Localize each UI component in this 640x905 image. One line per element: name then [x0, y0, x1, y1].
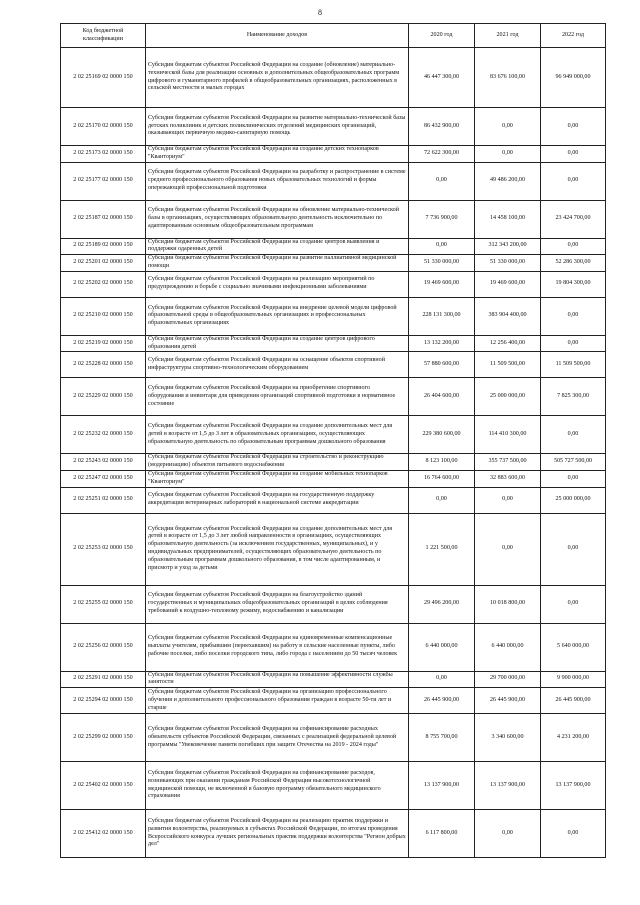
row-value-2022: 9 900 000,00	[541, 671, 606, 688]
row-value-2020: 0,00	[409, 487, 475, 513]
row-value-2022: 505 727 500,00	[541, 454, 606, 471]
row-value-2021: 83 676 100,00	[475, 48, 541, 108]
header-2020: 2020 год	[409, 24, 475, 48]
row-value-2022: 23 424 700,00	[541, 200, 606, 238]
row-code: 2 02 25229 02 0000 150	[61, 378, 146, 416]
row-code: 2 02 25299 02 0000 150	[61, 714, 146, 762]
row-code: 2 02 25253 02 0000 150	[61, 513, 146, 585]
row-code: 2 02 25291 02 0000 150	[61, 671, 146, 688]
table-row	[61, 146, 606, 163]
row-value-2020: 13 132 200,00	[409, 335, 475, 352]
row-code: 2 02 25177 02 0000 150	[61, 162, 146, 200]
row-value-2021: 6 440 000,00	[475, 623, 541, 671]
row-name: Субсидии бюджетам субъектов Российской Федерации на софинансирование расходных обязательств субъектов Российской Федерации, связанных с реализацией федеральной целевой программы "Увековечение памяти погибших при защите Отечества на 2019 - 2024 годы"	[146, 714, 409, 762]
row-name: Субсидии бюджетам субъектов Российской Федерации на разработку и распространение в системе среднего профессионального образования новых образовательных технологий и формы опережающей профессиональной подготовки	[146, 162, 409, 200]
row-code: 2 02 25187 02 0000 150	[61, 200, 146, 238]
row-value-2021: 26 445 900,00	[475, 688, 541, 714]
row-name: Субсидии бюджетам субъектов Российской Федерации на развитие материально-технической базы детских поликлиник и детских поликлинических отделений медицинских организаций, оказывающих первичную медико-санитарную помощь	[146, 108, 409, 146]
table-row	[61, 271, 606, 297]
row-value-2022: 7 825 300,00	[541, 378, 606, 416]
row-value-2020: 16 764 600,00	[409, 470, 475, 487]
row-value-2022: 52 286 300,00	[541, 255, 606, 272]
row-value-2021: 0,00	[475, 513, 541, 585]
row-value-2022: 4 231 200,00	[541, 714, 606, 762]
row-name: Субсидии бюджетам субъектов Российской Федерации на создание мобильных технопарков "Кванториум"	[146, 470, 409, 487]
row-value-2020: 26 404 600,00	[409, 378, 475, 416]
row-value-2020: 86 432 900,00	[409, 108, 475, 146]
header-2021: 2021 год	[475, 24, 541, 48]
row-value-2022: 0,00	[541, 238, 606, 255]
row-value-2020: 7 736 900,00	[409, 200, 475, 238]
row-name: Субсидии бюджетам субъектов Российской Федерации на создание центров выявления и поддержки одаренных детей	[146, 238, 409, 255]
row-value-2021: 0,00	[475, 146, 541, 163]
row-code: 2 02 25173 02 0000 150	[61, 146, 146, 163]
header-name: Наименование доходов	[146, 24, 409, 48]
row-name: Субсидии бюджетам субъектов Российской Федерации на софинансирование расходов, возникающих при оказании гражданам Российской Федерации высокотехнологичной медицинской помощи, не включенной в базовую программу обязательного медицинского страхования	[146, 762, 409, 810]
row-code: 2 02 25170 02 0000 150	[61, 108, 146, 146]
row-value-2020: 26 445 900,00	[409, 688, 475, 714]
table-row	[61, 352, 606, 378]
row-name: Субсидии бюджетам субъектов Российской Федерации на реализацию мероприятий по предупреждению и борьбе с социально значимыми инфекционными заболеваниями	[146, 271, 409, 297]
row-name: Субсидии бюджетам субъектов Российской Федерации на организацию профессионального обучения и дополнительного профессионального образования граждан в возрасте 50-ти лет и старше	[146, 688, 409, 714]
row-value-2021: 355 737 500,00	[475, 454, 541, 471]
row-name: Субсидии бюджетам субъектов Российской Федерации на повышение эффективности службы занятости	[146, 671, 409, 688]
row-value-2021: 25 000 000,00	[475, 378, 541, 416]
row-value-2021: 19 469 600,00	[475, 271, 541, 297]
row-name: Субсидии бюджетам субъектов Российской Федерации на создание детских технопарков "Кванториум"	[146, 146, 409, 163]
row-value-2021: 49 486 200,00	[475, 162, 541, 200]
row-name: Субсидии бюджетам субъектов Российской Федерации на обновление материально-технической базы в организациях, осуществляющих образовательную деятельность исключительно по адаптированным основным общеобразовательным программам	[146, 200, 409, 238]
row-value-2021: 13 137 900,00	[475, 762, 541, 810]
table-row	[61, 470, 606, 487]
row-value-2020: 8 755 700,00	[409, 714, 475, 762]
row-value-2022: 0,00	[541, 146, 606, 163]
row-value-2021: 312 343 200,00	[475, 238, 541, 255]
row-value-2020: 0,00	[409, 238, 475, 255]
row-value-2020: 19 469 600,00	[409, 271, 475, 297]
row-name: Субсидии бюджетам субъектов Российской Федерации на создание (обновление) материально-технической базы для реализации основных и дополнительных общеобразовательных программ цифрового и гуманитарного профилей в общеобразовательных организациях, расположенных в сельской местности и малых городах	[146, 48, 409, 108]
row-value-2021: 10 018 800,00	[475, 585, 541, 623]
row-code: 2 02 25169 02 0000 150	[61, 48, 146, 108]
table-row	[61, 810, 606, 858]
table-row	[61, 200, 606, 238]
table-row	[61, 162, 606, 200]
row-value-2022: 0,00	[541, 810, 606, 858]
table-row	[61, 623, 606, 671]
row-value-2020: 13 137 900,00	[409, 762, 475, 810]
row-code: 2 02 25210 02 0000 150	[61, 297, 146, 335]
row-code: 2 02 25294 02 0000 150	[61, 688, 146, 714]
row-value-2022: 13 137 900,00	[541, 762, 606, 810]
row-name: Субсидии бюджетам субъектов Российской Федерации на государственную поддержку аккредитации ветеринарных лабораторий в национальной системе аккредитации	[146, 487, 409, 513]
table-row	[61, 688, 606, 714]
row-value-2022: 26 445 900,00	[541, 688, 606, 714]
table-row	[61, 48, 606, 108]
row-value-2022: 5 640 000,00	[541, 623, 606, 671]
table-row	[61, 454, 606, 471]
row-name: Субсидии бюджетам субъектов Российской Федерации на реализацию практик поддержки и развития волонтерства, реализуемых в субъектах Российской Федерации, по итогам проведения Всероссийского конкурса лучших региональных практик поддержки волонтерства "Регион добрых дел"	[146, 810, 409, 858]
header-code: Код бюджетной классификации	[61, 24, 146, 48]
row-name: Субсидии бюджетам субъектов Российской Федерации на создание дополнительных мест для детей в возрасте от 1,5 до 3 лет в образовательных организациях, осуществляющих образовательную деятельность по образовательным программам дошкольного образования	[146, 416, 409, 454]
row-value-2022: 0,00	[541, 416, 606, 454]
row-value-2022: 0,00	[541, 470, 606, 487]
row-name: Субсидии бюджетам субъектов Российской Федерации на благоустройство зданий государственных и муниципальных общеобразовательных организаций в целях соблюдения требований к воздушно-тепловому режиму, водоснабжению и канализации	[146, 585, 409, 623]
row-value-2022: 0,00	[541, 162, 606, 200]
row-code: 2 02 25228 02 0000 150	[61, 352, 146, 378]
budget-revenue-table	[60, 23, 606, 858]
row-value-2022: 11 509 500,00	[541, 352, 606, 378]
row-code: 2 02 25202 02 0000 150	[61, 271, 146, 297]
row-value-2022: 0,00	[541, 513, 606, 585]
row-value-2021: 114 410 300,00	[475, 416, 541, 454]
row-value-2022: 19 804 300,00	[541, 271, 606, 297]
row-value-2021: 14 458 100,00	[475, 200, 541, 238]
table-row	[61, 255, 606, 272]
row-value-2021: 51 330 000,00	[475, 255, 541, 272]
row-code: 2 02 25201 02 0000 150	[61, 255, 146, 272]
row-code: 2 02 25243 02 0000 150	[61, 454, 146, 471]
row-name: Субсидии бюджетам субъектов Российской Федерации на приобретение спортивного оборудования и инвентаря для приведения организаций спортивной подготовки в нормативное состояние	[146, 378, 409, 416]
row-value-2022: 25 000 000,00	[541, 487, 606, 513]
row-code: 2 02 25402 02 0000 150	[61, 762, 146, 810]
row-name: Субсидии бюджетам субъектов Российской Федерации на создание центров цифрового образования детей	[146, 335, 409, 352]
row-value-2020: 8 123 100,00	[409, 454, 475, 471]
table-row	[61, 335, 606, 352]
row-value-2021: 29 700 000,00	[475, 671, 541, 688]
row-code: 2 02 25219 02 0000 150	[61, 335, 146, 352]
row-value-2020: 51 330 000,00	[409, 255, 475, 272]
row-name: Субсидии бюджетам субъектов Российской Федерации на оснащение объектов спортивной инфраструктуры спортивно-технологическим оборудованием	[146, 352, 409, 378]
row-value-2021: 3 340 600,00	[475, 714, 541, 762]
row-value-2020: 229 380 600,00	[409, 416, 475, 454]
row-name: Субсидии бюджетам субъектов Российской Федерации на создание дополнительных мест для детей в возрасте от 1,5 до 3 лет любой направленности в организациях, осуществляющих образовательную деятельность (за исключением государственных, муниципальных), и у индивидуальных предпринимателей, осуществляющих образовательную деятельность по образовательным программам дошкольного образования, в том числе адаптированным, и присмотр и уход за детьми	[146, 513, 409, 585]
table-row	[61, 714, 606, 762]
row-code: 2 02 25412 02 0000 150	[61, 810, 146, 858]
table-row	[61, 416, 606, 454]
table-row	[61, 671, 606, 688]
row-name: Субсидии бюджетам субъектов Российской Федерации на развитие паллиативной медицинской помощи	[146, 255, 409, 272]
row-value-2020: 0,00	[409, 162, 475, 200]
row-value-2021: 0,00	[475, 487, 541, 513]
row-value-2021: 11 509 500,00	[475, 352, 541, 378]
row-value-2020: 46 447 300,00	[409, 48, 475, 108]
row-value-2022: 0,00	[541, 297, 606, 335]
row-value-2020: 6 440 000,00	[409, 623, 475, 671]
row-value-2020: 72 622 300,00	[409, 146, 475, 163]
row-code: 2 02 25256 02 0000 150	[61, 623, 146, 671]
row-value-2021: 32 883 600,00	[475, 470, 541, 487]
page-number: 8	[318, 8, 322, 17]
header-2022: 2022 год	[541, 24, 606, 48]
table-row	[61, 378, 606, 416]
table-row	[61, 487, 606, 513]
row-code: 2 02 25189 02 0000 150	[61, 238, 146, 255]
row-name: Субсидии бюджетам субъектов Российской Федерации на внедрение целевой модели цифровой образовательной среды в общеобразовательных организациях и профессиональных образовательных организациях	[146, 297, 409, 335]
row-value-2020: 29 496 200,00	[409, 585, 475, 623]
row-code: 2 02 25251 02 0000 150	[61, 487, 146, 513]
row-value-2020: 6 117 800,00	[409, 810, 475, 858]
row-code: 2 02 25232 02 0000 150	[61, 416, 146, 454]
table-row	[61, 238, 606, 255]
row-value-2021: 0,00	[475, 108, 541, 146]
row-value-2020: 0,00	[409, 671, 475, 688]
table-header-row	[61, 24, 606, 48]
table-row	[61, 762, 606, 810]
row-name: Субсидии бюджетам субъектов Российской Федерации на строительство и реконструкцию (модернизацию) объектов питьевого водоснабжения	[146, 454, 409, 471]
table-row	[61, 513, 606, 585]
row-value-2020: 228 131 300,00	[409, 297, 475, 335]
row-value-2021: 383 904 400,00	[475, 297, 541, 335]
row-value-2021: 0,00	[475, 810, 541, 858]
row-value-2022: 96 949 000,00	[541, 48, 606, 108]
row-value-2022: 0,00	[541, 108, 606, 146]
row-value-2022: 0,00	[541, 335, 606, 352]
table-body	[61, 48, 606, 858]
row-value-2020: 57 880 600,00	[409, 352, 475, 378]
table-row	[61, 108, 606, 146]
row-code: 2 02 25247 02 0000 150	[61, 470, 146, 487]
row-code: 2 02 25255 02 0000 150	[61, 585, 146, 623]
row-value-2021: 12 256 400,00	[475, 335, 541, 352]
row-value-2022: 0,00	[541, 585, 606, 623]
row-name: Субсидии бюджетам субъектов Российской Федерации на единовременные компенсационные выплаты учителям, прибывшим (переехавшим) на работу в сельские населенные пункты, либо рабочие поселки, либо поселки городского типа, либо города с населением до 50 тысяч человек	[146, 623, 409, 671]
table-row	[61, 297, 606, 335]
table-row	[61, 585, 606, 623]
row-value-2020: 1 221 500,00	[409, 513, 475, 585]
